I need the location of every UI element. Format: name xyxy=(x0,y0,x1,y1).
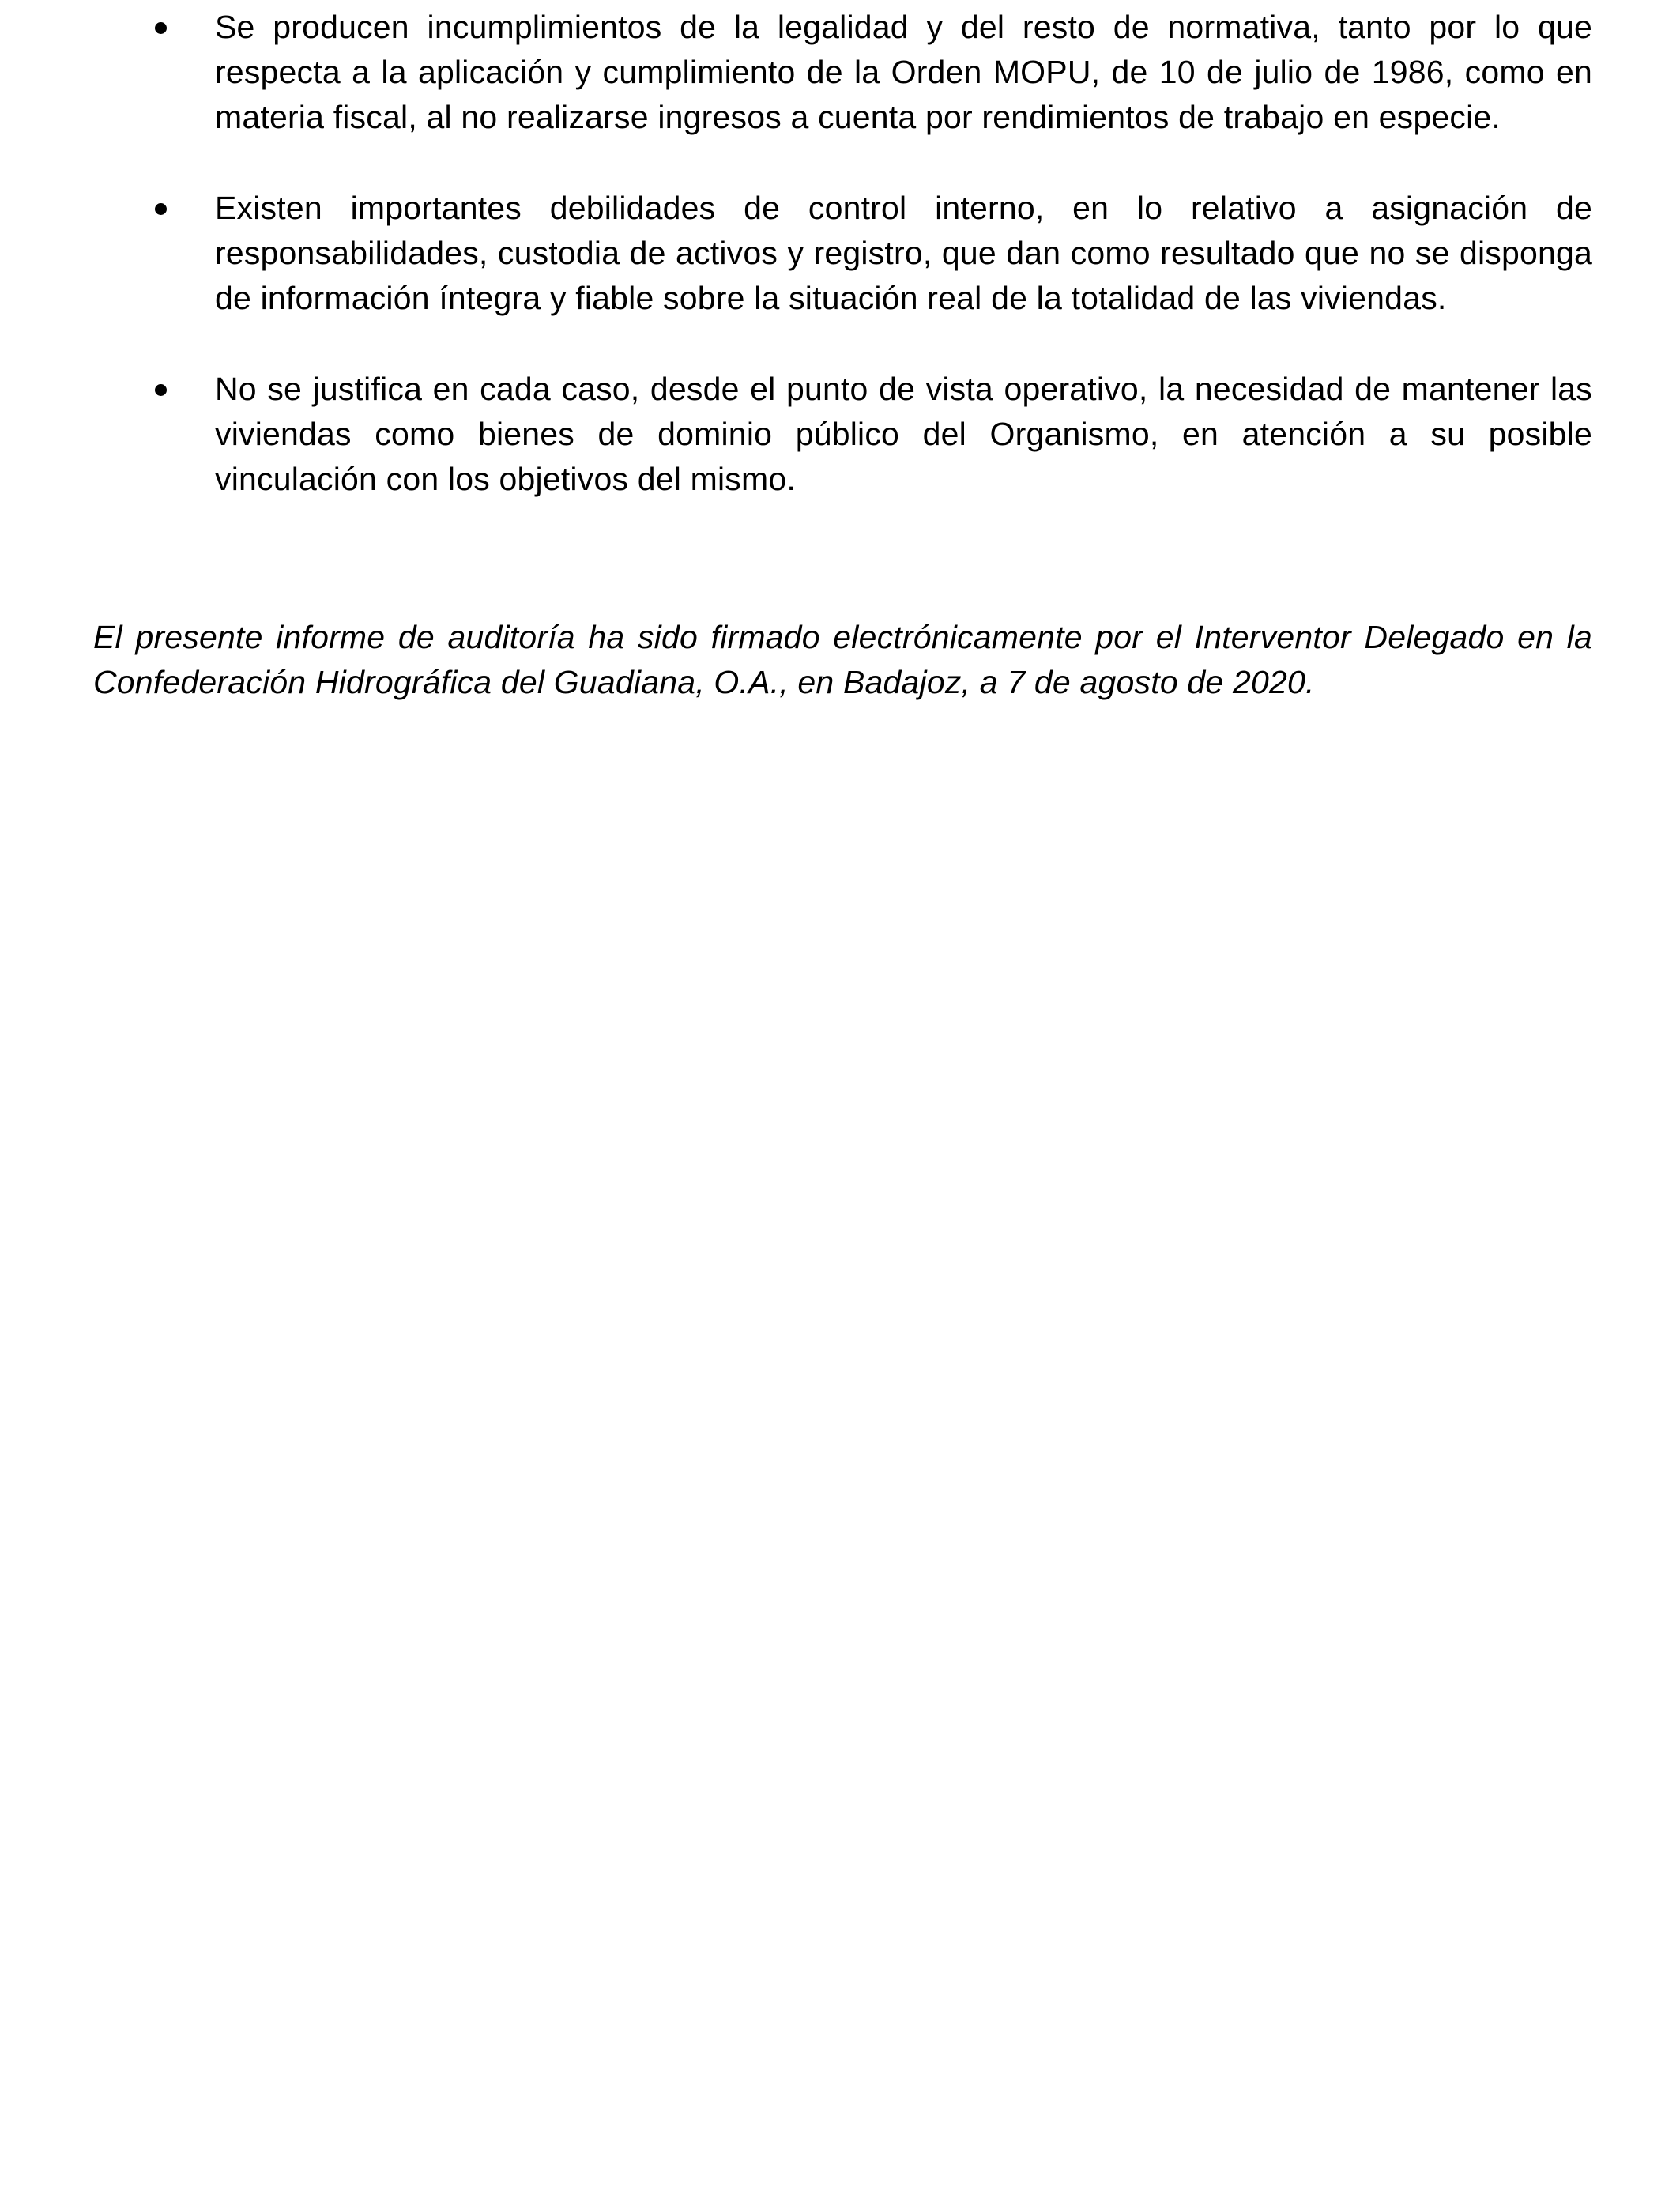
bullet-icon xyxy=(155,384,167,396)
findings-list xyxy=(150,5,1592,548)
finding-text: No se justifica en cada caso, desde el punto de vista operativo, la necesidad de mantener las viviendas como bienes de dominio público del Organismo, en atención a su posible vinculación con los objetivos del mismo. xyxy=(215,371,1592,497)
bullet-icon xyxy=(155,22,167,34)
finding-text: Existen importantes debilidades de control interno, en lo relativo a asignación de responsabilidades, custodia de activos y registro, que dan como resultado que no se disponga de información íntegra y fiable sobre la situación real de la totalidad de las viviendas. xyxy=(215,190,1592,316)
finding-item xyxy=(150,5,1592,140)
bullet-icon xyxy=(155,203,167,215)
signature-statement: El presente informe de auditoría ha sido firmado electrónicamente por el Interventor Delegado en la Confederación Hidrográfica del Guadiana, O.A., en Badajoz, a 7 de agosto de 2020. xyxy=(93,619,1592,700)
finding-item xyxy=(150,367,1592,502)
finding-text: Se producen incumplimientos de la legalidad y del resto de normativa, tanto por lo que respecta a la aplicación y cumplimiento de la Orden MOPU, de 10 de julio de 1986, como en materia fiscal, al no realizarse ingresos a cuenta por rendimientos de trabajo en especie. xyxy=(215,9,1592,135)
finding-item xyxy=(150,186,1592,321)
